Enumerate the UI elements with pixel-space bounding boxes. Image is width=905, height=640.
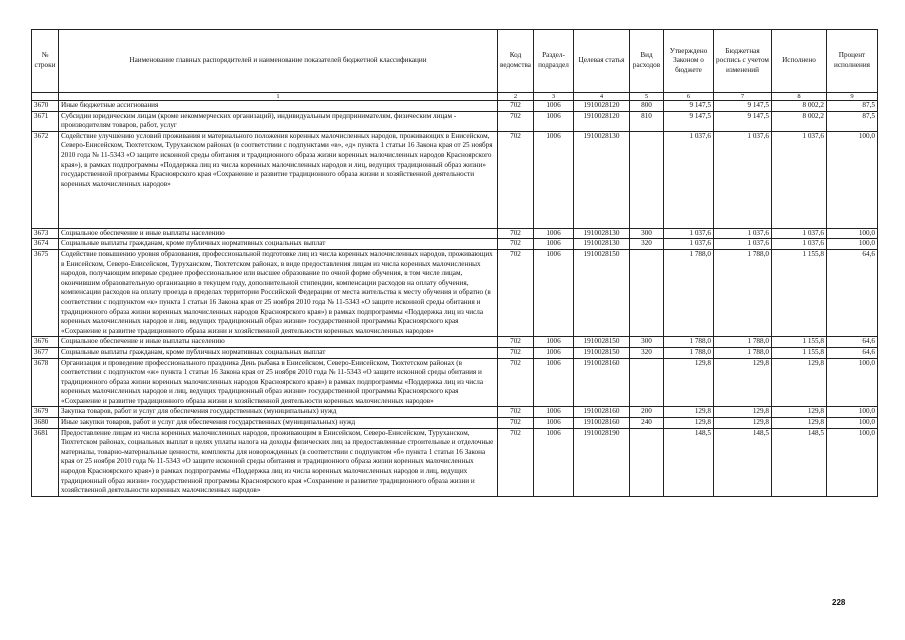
row-schedule: 129,8 (714, 418, 772, 429)
row-percent: 100,0 (827, 239, 878, 250)
row-approved: 1 788,0 (664, 249, 714, 336)
table-row (32, 239, 878, 250)
row-number: 3676 (32, 337, 59, 348)
row-approved: 1 788,0 (664, 347, 714, 358)
col-percent-header: Процент исполнения (827, 30, 878, 93)
col-row-no-header: № строки (32, 30, 59, 93)
row-exp-type: 300 (630, 337, 664, 348)
row-schedule: 129,8 (714, 407, 772, 418)
table-row (32, 358, 878, 407)
row-dept-code: 702 (498, 239, 534, 250)
row-executed: 1 155,8 (772, 347, 827, 358)
row-subsection: 1006 (534, 347, 574, 358)
row-subsection: 1006 (534, 418, 574, 429)
row-exp-type: 800 (630, 101, 664, 112)
row-executed: 1 155,8 (772, 337, 827, 348)
row-schedule: 1 037,6 (714, 239, 772, 250)
col-target-header: Целевая статья (574, 30, 630, 93)
col-subsection-header: Раздел-подраздел (534, 30, 574, 93)
row-subsection: 1006 (534, 249, 574, 336)
row-subsection: 1006 (534, 101, 574, 112)
table-row (32, 428, 878, 496)
row-executed: 129,8 (772, 418, 827, 429)
row-percent: 64,6 (827, 337, 878, 348)
col-number: 6 (664, 93, 714, 101)
row-target: 1910028130 (574, 239, 630, 250)
row-approved: 1 037,6 (664, 239, 714, 250)
row-name: Социальные выплаты гражданам, кроме публичных нормативных социальных выплат (59, 347, 498, 358)
row-executed: 1 037,6 (772, 228, 827, 239)
row-executed: 1 037,6 (772, 131, 827, 228)
row-executed: 148,5 (772, 428, 827, 496)
row-name: Социальное обеспечение и иные выплаты населению (59, 228, 498, 239)
row-target: 1910028160 (574, 418, 630, 429)
row-approved: 1 037,6 (664, 228, 714, 239)
row-schedule: 1 788,0 (714, 249, 772, 336)
budget-table (31, 29, 878, 497)
row-target: 1910028160 (574, 407, 630, 418)
row-approved: 9 147,5 (664, 111, 714, 131)
row-percent: 100,0 (827, 358, 878, 407)
row-dept-code: 702 (498, 407, 534, 418)
row-exp-type: 320 (630, 347, 664, 358)
row-number: 3675 (32, 249, 59, 336)
row-number: 3677 (32, 347, 59, 358)
table-row (32, 101, 878, 112)
row-percent: 64,6 (827, 249, 878, 336)
table-row (32, 249, 878, 336)
col-executed-header: Исполнено (772, 30, 827, 93)
row-dept-code: 702 (498, 228, 534, 239)
row-approved: 148,5 (664, 428, 714, 496)
table-body (32, 101, 878, 497)
row-exp-type (630, 358, 664, 407)
row-number: 3670 (32, 101, 59, 112)
row-exp-type (630, 428, 664, 496)
row-number: 3671 (32, 111, 59, 131)
row-executed: 129,8 (772, 358, 827, 407)
row-number: 3681 (32, 428, 59, 496)
row-schedule: 129,8 (714, 358, 772, 407)
row-dept-code: 702 (498, 249, 534, 336)
row-percent: 100,0 (827, 131, 878, 228)
row-dept-code: 702 (498, 347, 534, 358)
col-number: 7 (714, 93, 772, 101)
row-percent: 87,5 (827, 101, 878, 112)
row-executed: 8 002,2 (772, 101, 827, 112)
header-row (32, 30, 878, 93)
row-exp-type (630, 131, 664, 228)
row-name: Социальное обеспечение и иные выплаты населению (59, 337, 498, 348)
col-number: 2 (498, 93, 534, 101)
row-approved: 9 147,5 (664, 101, 714, 112)
col-number-spacer (32, 93, 59, 101)
row-number: 3672 (32, 131, 59, 228)
row-target: 1910028190 (574, 428, 630, 496)
col-approved-header: Утверждено Законом о бюджете (664, 30, 714, 93)
row-name: Иные закупки товаров, работ и услуг для обеспечения государственных (муниципальных) нужд (59, 418, 498, 429)
table-row (32, 347, 878, 358)
row-target: 1910028160 (574, 358, 630, 407)
row-approved: 129,8 (664, 418, 714, 429)
row-approved: 129,8 (664, 407, 714, 418)
col-number: 9 (827, 93, 878, 101)
row-dept-code: 702 (498, 337, 534, 348)
table-row (32, 407, 878, 418)
row-percent: 100,0 (827, 228, 878, 239)
row-name: Предоставление лицам из числа коренных малочисленных народов, проживающим в Енисейском, Северо-Енисейском, Туруханском, Тюхтетском районах, социальных выплат в целях уплаты налога на доходы физических лиц за предоставленные строительные и отделочные материалы, товарно-материальные ценности, комплекты для новорожденных (в соответствии с подпунктом «б» пункта 1 статьи 16 Закона края от 25 ноября 2010 года № 11-5343 «О защите исконной среды обитания и традиционного образа жизни коренных малочисленных народов Красноярского края») в рамках подпрограммы «Поддержка лиц из числа коренных малочисленных народов и лиц, ведущих традиционный образ жизни» государственной программы Красноярского края «Сохранение и развитие традиционного образа жизни и хозяйственной деятельности коренных малочисленных народов» (59, 428, 498, 496)
row-percent: 100,0 (827, 428, 878, 496)
row-target: 1910028120 (574, 101, 630, 112)
row-subsection: 1006 (534, 228, 574, 239)
row-target: 1910028130 (574, 228, 630, 239)
row-subsection: 1006 (534, 407, 574, 418)
row-number: 3680 (32, 418, 59, 429)
row-dept-code: 702 (498, 358, 534, 407)
row-executed: 129,8 (772, 407, 827, 418)
row-schedule: 9 147,5 (714, 101, 772, 112)
row-name: Организация и проведение профессионального праздника День рыбака в Енисейском, Северо-Енисейском, Тюхтетском районах (в соответствии с подпунктом «ж» пункта 1 статьи 16 Закона края от 25 ноября 2010 года № 11-5343 «О защите исконной среды обитания и традиционного образа жизни коренных малочисленных народов Красноярского края») в рамках подпрограммы «Поддержка лиц из числа коренных малочисленных народов и лиц, ведущих традиционный образ жизни» государственной программы Красноярского края «Сохранение и развитие традиционного образа жизни и хозяйственной деятельности коренных малочисленных народов» (59, 358, 498, 407)
row-subsection: 1006 (534, 337, 574, 348)
row-subsection: 1006 (534, 111, 574, 131)
table-row (32, 418, 878, 429)
row-executed: 1 037,6 (772, 239, 827, 250)
row-subsection: 1006 (534, 239, 574, 250)
row-name: Содействие повышению уровня образования, профессиональной подготовке лиц из числа коренных малочисленных народов, проживающих в Енисейском, Северо-Енисейском, Туруханском, Тюхтетском районах, в виде предоставления лицам из числа коренных малочисленных народов, получающим впервые среднее профессиональное или высшее образование по очной форме обучения, в том числе лицам, окончившим образовательную организацию в текущем году, дополнительной стипендии, компенсации расходов на оплату обучения, компенсации расходов на оплату проезда в пределах территории Российской Федерации от места жительства к месту обучения и обратно (в соответствии с подпунктом «к» пункта 1 статьи 16 Закона края от 25 ноября 2010 года № 11-5343 «О защите исконной среды обитания и традиционного образа жизни коренных малочисленных народов Красноярского края») в рамках подпрограммы «Поддержка лиц из числа коренных малочисленных народов и лиц, ведущих традиционный образ жизни» государственной программы Красноярского края «Сохранение и развитие традиционного образа жизни и хозяйственной деятельности коренных малочисленных народов» (59, 249, 498, 336)
row-exp-type (630, 249, 664, 336)
row-dept-code: 702 (498, 428, 534, 496)
row-exp-type: 240 (630, 418, 664, 429)
row-percent: 100,0 (827, 418, 878, 429)
row-number: 3679 (32, 407, 59, 418)
row-target: 1910028130 (574, 131, 630, 228)
row-number: 3674 (32, 239, 59, 250)
col-number: 1 (59, 93, 498, 101)
row-schedule: 1 788,0 (714, 347, 772, 358)
row-exp-type: 300 (630, 228, 664, 239)
row-number: 3678 (32, 358, 59, 407)
row-schedule: 9 147,5 (714, 111, 772, 131)
col-number: 4 (574, 93, 630, 101)
row-percent: 100,0 (827, 407, 878, 418)
row-target: 1910028120 (574, 111, 630, 131)
row-subsection: 1006 (534, 428, 574, 496)
row-name: Закупка товаров, работ и услуг для обеспечения государственных (муниципальных) нужд (59, 407, 498, 418)
col-number: 5 (630, 93, 664, 101)
row-target: 1910028150 (574, 249, 630, 336)
row-executed: 1 155,8 (772, 249, 827, 336)
row-executed: 8 002,2 (772, 111, 827, 131)
col-schedule-header: Бюджетная роспись с учетом изменений (714, 30, 772, 93)
row-exp-type: 200 (630, 407, 664, 418)
table-row (32, 337, 878, 348)
row-dept-code: 702 (498, 418, 534, 429)
table-row (32, 228, 878, 239)
row-target: 1910028150 (574, 347, 630, 358)
row-approved: 1 037,6 (664, 131, 714, 228)
row-exp-type: 810 (630, 111, 664, 131)
row-target: 1910028150 (574, 337, 630, 348)
row-dept-code: 702 (498, 111, 534, 131)
col-dept-code-header: Код ведомства (498, 30, 534, 93)
row-subsection: 1006 (534, 358, 574, 407)
row-dept-code: 702 (498, 131, 534, 228)
row-dept-code: 702 (498, 101, 534, 112)
row-number: 3673 (32, 228, 59, 239)
row-approved: 129,8 (664, 358, 714, 407)
col-name-header: Наименование главных распорядителей и наименование показателей бюджетной классификации (59, 30, 498, 93)
col-exp-type-header: Вид расходов (630, 30, 664, 93)
column-numbers-row (32, 93, 878, 101)
row-schedule: 148,5 (714, 428, 772, 496)
col-number: 8 (772, 93, 827, 101)
row-schedule: 1 037,6 (714, 228, 772, 239)
row-approved: 1 788,0 (664, 337, 714, 348)
row-exp-type: 320 (630, 239, 664, 250)
row-percent: 64,6 (827, 347, 878, 358)
row-percent: 87,5 (827, 111, 878, 131)
row-subsection: 1006 (534, 131, 574, 228)
row-schedule: 1 788,0 (714, 337, 772, 348)
row-name: Иные бюджетные ассигнования (59, 101, 498, 112)
table-row (32, 131, 878, 228)
row-name: Социальные выплаты гражданам, кроме публичных нормативных социальных выплат (59, 239, 498, 250)
row-name: Субсидии юридическим лицам (кроме некоммерческих организаций), индивидуальным предпринимателям, физическим лицам - производителям товаров, работ, услуг (59, 111, 498, 131)
col-number: 3 (534, 93, 574, 101)
row-name: Содействие улучшению условий проживания и материального положения коренных малочисленных народов, проживающих в Енисейском, Северо-Енисейском, Тюхтетском, Туруханском районах (в соответствии с подпунктами «в», «д» пункта 1 статьи 16 Закона края от 25 ноября 2010 года № 11-5343 «О защите исконной среды обитания и традиционного образа жизни коренных малочисленных народов Красноярского края»), в рамках подпрограммы «Поддержка лиц из числа коренных малочисленных народов и лиц, ведущих традиционный образ жизни» государственной программы Красноярского края «Сохранение и развитие традиционного образа жизни и хозяйственной деятельности коренных малочисленных народов» (59, 131, 498, 228)
page-number: 228 (832, 598, 846, 607)
row-schedule: 1 037,6 (714, 131, 772, 228)
table-row (32, 111, 878, 131)
